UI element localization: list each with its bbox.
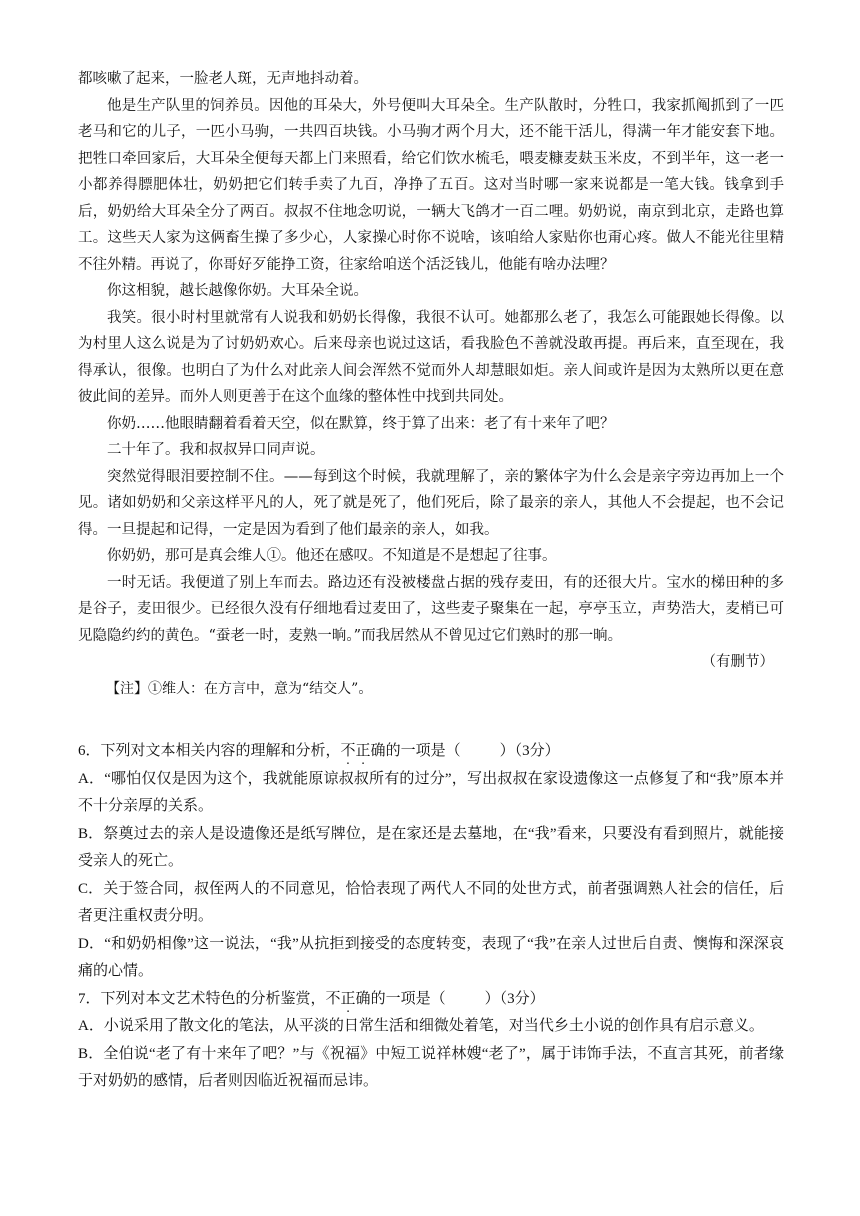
passage-paragraph-7: 突然觉得眼泪要控制不住。——每到这个时候，我就理解了，亲的繁体字为什么会是亲字旁边再加上一个见。诸如奶奶和父亲这样平凡的人，死了就是死了，他们死后，除了最亲的亲人，其他人不会提起，也不会记得。一旦提起和记得，一定是因为看到了他们最亲的亲人，如我。 <box>78 468 784 538</box>
questions-section <box>78 738 784 1096</box>
emphasis-mark-zheng-7: 正 <box>340 990 356 1007</box>
emphasis-mark-bu: 不 <box>340 743 356 759</box>
question-6-stem-suffix: 的一项是（ <box>385 743 461 759</box>
question-6-stem-text: 6．下列对文本相关内容的理解和分析， <box>78 743 341 759</box>
question-6-option-d: D．“和奶奶相像”这一说法，“我”从抗拒到接受的态度转变，表现了“我”在亲人过世后自责、懊悔和深深哀痛的心情。 <box>78 935 784 979</box>
passage-paragraph-5: 你奶……他眼睛翻着看着天空，似在默算，终于算了出来：老了有十来年了吧？ <box>107 415 615 432</box>
reading-passage <box>78 66 784 702</box>
question-7-stem <box>78 986 784 1014</box>
passage-paragraph-1: 都咳嗽了起来，一脸老人斑，无声地抖动着。 <box>78 71 368 87</box>
passage-paragraph-8: 你奶奶，那可是真会维人①。他还在感叹。不知道是不是想起了往事。 <box>107 548 557 564</box>
question-6-option-b: B．祭奠过去的亲人是设遗像还是纸写牌位，是在家还是去墓地，在“我”看来，只要没有看到照片，就能接受亲人的死亡。 <box>78 825 784 869</box>
footnote: 【注】①维人：在方言中，意为“结交人”。 <box>106 680 373 697</box>
passage-paragraph-3: 你这相貌，越长越像你奶。大耳朵全说。 <box>107 283 368 299</box>
question-7-bu: 不 <box>325 990 341 1007</box>
passage-paragraph-9: 一时无话。我便道了别上车而去。路边还有没被楼盘占据的残存麦田，有的还很大片。宝水的梯田种的多是谷子，麦田很少。已经很久没有仔细地看过麦田了，这些麦子聚集在一起，亭亭玉立，声势浩大，麦梢已可见隐隐约约的黄色。“蚕老一时，麦熟一晌。”而我居然从不曾见过它们熟时的那一晌。 <box>78 574 784 644</box>
question-7-stem-text: 7．下列对本文艺术特色的分析鉴赏， <box>78 990 326 1007</box>
question-6-option-c: C．关于签合同，叔侄两人的不同意见，恰恰表现了两代人不同的处世方式，前者强调熟人社会的信任，后者更注重权责分明。 <box>78 880 784 924</box>
question-7-score: ）（3分） <box>484 990 545 1007</box>
passage-paragraph-2: 他是生产队里的饲养员。因他的耳朵大，外号便叫大耳朵全。生产队散时，分牲口，我家抓阄抓到了一匹老马和它的儿子，一匹小马驹，一共四百块钱。小马驹才两个月大，还不能干活儿，得满一年才能安套下地。把牲口牵回家后，大耳朵全便每天都上门来照看，给它们饮水梳毛，喂麦糠麦麸玉米皮，不到半年，这一老一小都养得膘肥体壮，奶奶把它们转手卖了九百，净挣了五百。这对当时哪一家来说都是一笔大钱。钱拿到手后，奶奶给大耳朵全分了两百。叔叔不住地念叨说，一辆大飞鸽才一百二哩。奶奶说，南京到北京，走路也算工。这些天人家为这俩畜生操了多少心，人家操心时你不说啥，该咱给人家贴你也甭心疼。做人不能光往里精不往外精。再说了，你哥好歹能挣工资，往家给咱送个活泛钱儿，他能有啥办法哩？ <box>78 97 784 273</box>
passage-paragraph-4: 我笑。很小时村里就常有人说我和奶奶长得像，我很不认可。她都那么老了，我怎么可能跟她长得像。以为村里人这么说是为了讨奶奶欢心。后来母亲也说过这话，看我脸色不善就没敢再提。再后来，直至现在，我得承认，很像。也明白了为什么对此亲人间会浑然不觉而外人却慧眼如炬。亲人间或许是因为太熟所以更在意彼此间的差异。而外人则更善于在这个血缘的整体性中找到共同处。 <box>78 309 784 405</box>
source-note: （有删节） <box>701 654 774 670</box>
question-7-option-b: B．全伯说“老了有十来年了吧？”与《祝福》中短工说祥林嫂“老了”，属于讳饰手法，不直言其死，前者缘于对奶奶的感情，后者则因临近祝福而忌讳。 <box>78 1045 784 1089</box>
question-7-que: 确 <box>355 990 371 1007</box>
question-6-que: 确 <box>370 743 386 759</box>
question-6-option-a: A．“哪怕仅仅是因为这个，我就能原谅叔叔所有的过分”，写出叔叔在家设遗像这一点修复了和“我”原本并不十分亲厚的关系。 <box>78 770 784 814</box>
passage-paragraph-6: 二十年了。我和叔叔异口同声说。 <box>107 442 325 458</box>
question-6-score: ）（3分） <box>499 743 560 759</box>
question-7-stem-suffix: 的一项是（ <box>370 990 446 1007</box>
question-6-stem <box>78 738 784 766</box>
emphasis-mark-zheng: 正 <box>355 743 371 759</box>
question-7-option-a: A．小说采用了散文化的笔法，从平淡的日常生活和细微处着笔，对当代乡土小说的创作具有启示意义。 <box>78 1018 764 1034</box>
